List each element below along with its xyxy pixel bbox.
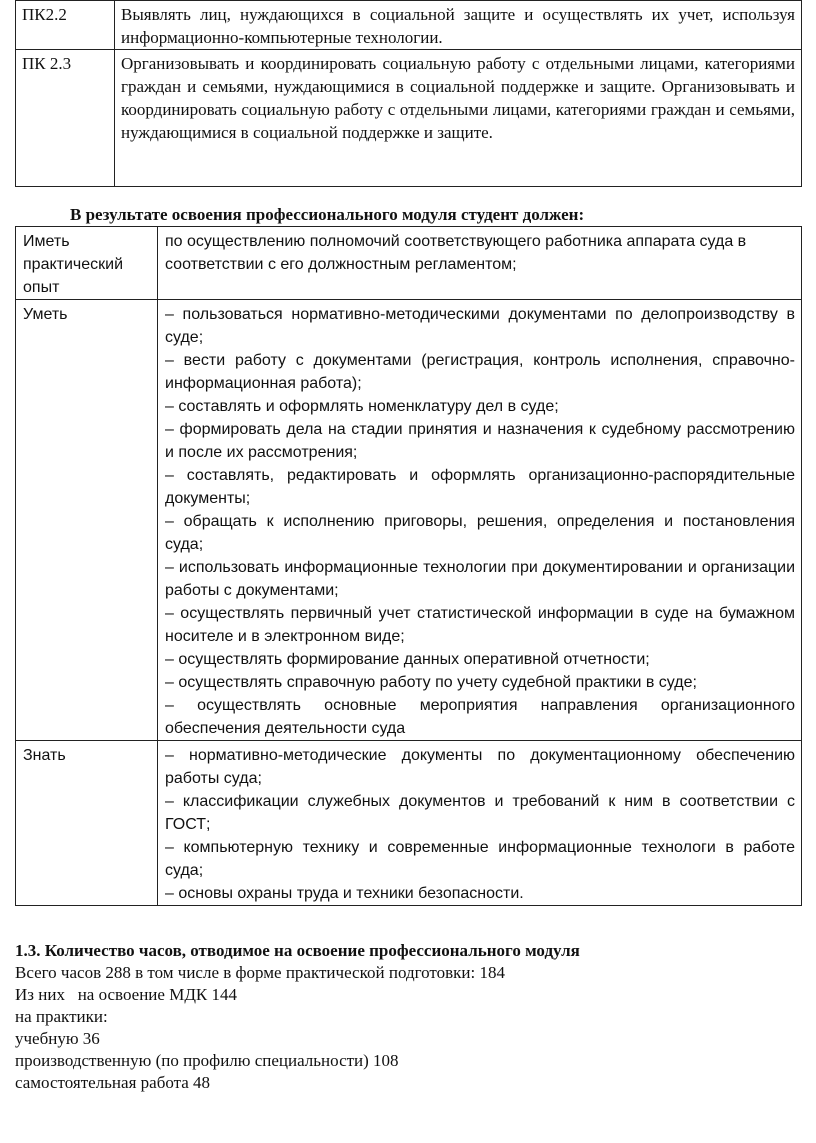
hours-line: самостоятельная работа 48 [15,1073,211,1092]
knowledge-item: – основы охраны труда и техники безопасности. [165,885,524,902]
experience-row [16,227,802,300]
skill-item: – осуществлять формирование данных оперативной отчетности; [165,651,650,668]
knowledge-row [16,741,802,906]
skill-item: – осуществлять первичный учет статистической информации в суде на бумажном носителе и в электронном виде; [165,605,795,645]
requirements-table [15,226,802,906]
knowledge-item: – компьютерную технику и современные информационные технологи в работе суда; [165,839,795,879]
skill-item: – обращать к исполнению приговоры, решения, определения и постановления суда; [165,513,795,553]
competency-text: Организовывать и координировать социальную работу с отдельными лицами, категориями граждан и семьями, нуждающимися в социальной поддержке и защите. Организовывать и координировать социальную работу с отдельными лицами, категориями граждан и семьями, нуждающимися в социальной поддержке и защите. [115,50,802,187]
hours-line: производственную (по профилю специальности) 108 [15,1051,399,1070]
competency-row [16,50,802,187]
skill-item: – вести работу с документами (регистрация, контроль исполнения, справочно-информационная работа); [165,352,795,392]
knowledge-label: Знать [16,741,158,906]
skill-item: – формировать дела на стадии принятия и назначения к судебному рассмотрению и после их рассмотрения; [165,421,795,461]
hours-heading: 1.3. Количество часов, отводимое на освоение профессионального модуля [15,941,580,960]
hours-section [15,940,805,1094]
experience-label: Иметь практический опыт [16,227,158,300]
competency-text: Выявлять лиц, нуждающихся в социальной защите и осуществлять их учет, используя информационно-компьютерные технологии. [115,1,802,50]
skill-item: – составлять и оформлять номенклатуру дел в суде; [165,398,559,415]
knowledge-item: – классификации служебных документов и требований к ним в соответствии с ГОСТ; [165,793,795,833]
skill-item: – осуществлять основные мероприятия направления организационного обеспечения деятельности суда [165,697,795,737]
skill-item: – пользоваться нормативно-методическими документами по делопроизводству в суде; [165,306,795,346]
knowledge-list [158,741,802,906]
competency-table [15,0,802,187]
skills-label: Уметь [16,300,158,741]
knowledge-item: – нормативно-методические документы по документационному обеспечению работы суда; [165,747,795,787]
hours-line: Всего часов 288 в том числе в форме практической подготовки: 184 [15,963,505,982]
hours-line: на практики: [15,1007,108,1026]
competency-code: ПК2.2 [16,1,115,50]
hours-line: учебную 36 [15,1029,100,1048]
hours-line: Из них на освоение МДК 144 [15,985,238,1004]
skills-list [158,300,802,741]
competency-code: ПК 2.3 [16,50,115,187]
competency-row [16,1,802,50]
skill-item: – осуществлять справочную работу по учету судебной практики в суде; [165,674,697,691]
experience-text: по осуществлению полномочий соответствующего работника аппарата суда в соответствии с его должностным регламентом; [158,227,802,300]
skills-row [16,300,802,741]
skill-item: – использовать информационные технологии при документировании и организации работы с документами; [165,559,795,599]
requirements-heading: В результате освоения профессионального модуля студент должен: [70,205,585,224]
skill-item: – составлять, редактировать и оформлять организационно-распорядительные документы; [165,467,795,507]
